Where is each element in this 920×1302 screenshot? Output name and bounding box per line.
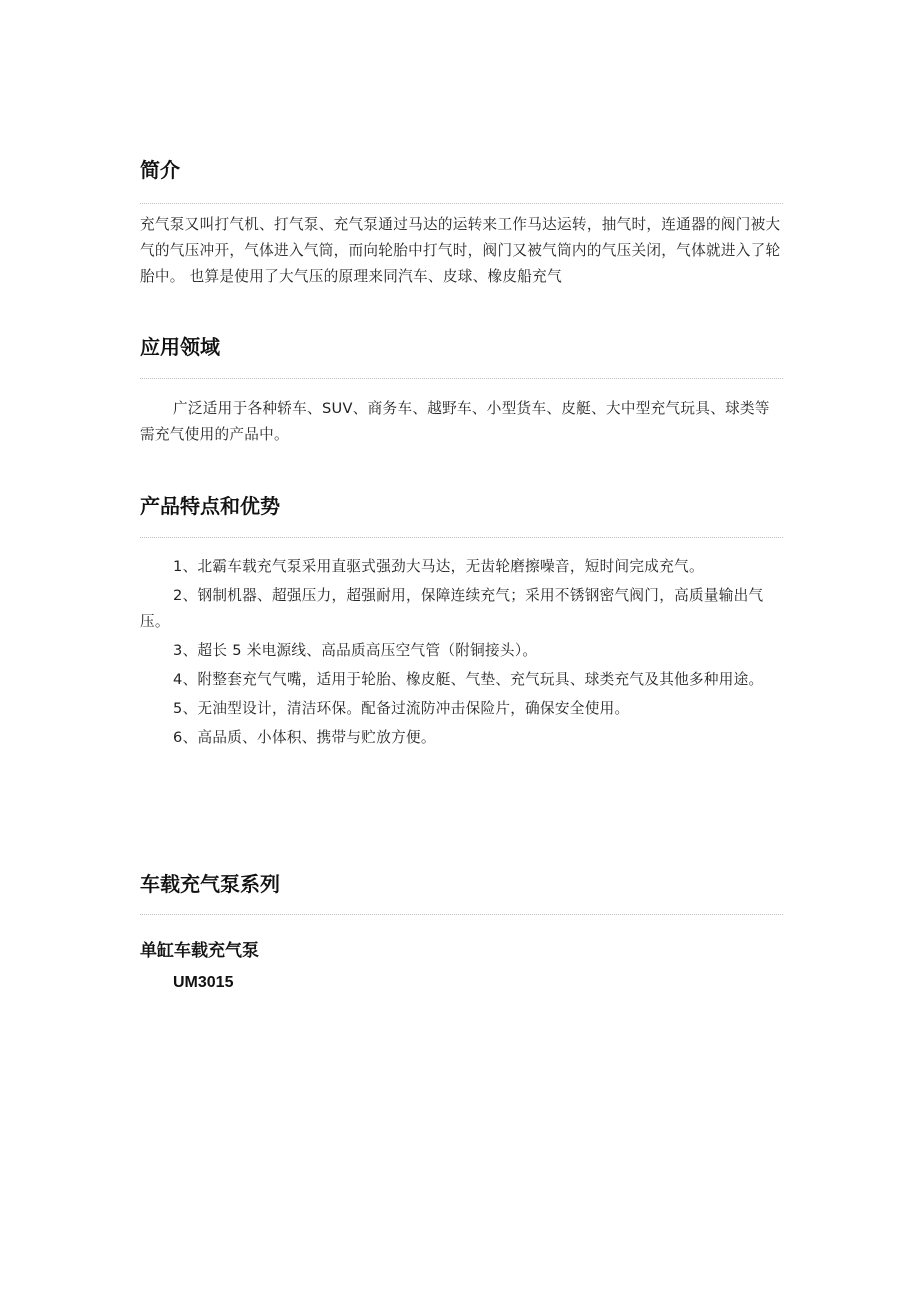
series-subtitle: 单缸车载充气泵 <box>140 941 259 961</box>
divider <box>140 914 783 915</box>
divider <box>140 378 783 379</box>
feature-item: 3、超长 5 米电源线、高品质高压空气管（附铜接头）。 <box>173 642 538 659</box>
model-number: UM3015 <box>173 974 234 991</box>
section-title-features: 产品特点和优势 <box>140 494 280 518</box>
feature-item: 6、高品质、小体积、携带与贮放方便。 <box>173 729 436 746</box>
feature-item: 4、附整套充气气嘴，适用于轮胎、橡皮艇、气垫、充气玩具、球类充气及其他多种用途。 <box>173 671 764 688</box>
divider <box>140 203 783 204</box>
feature-item: 5、无油型设计，清洁环保。配备过流防冲击保险片，确保安全使用。 <box>173 700 630 717</box>
section-title-applications: 应用领域 <box>140 335 220 359</box>
divider <box>140 537 783 538</box>
section-title-series: 车载充气泵系列 <box>140 872 280 896</box>
feature-item: 1、北霸车载充气泵采用直驱式强劲大马达，无齿轮磨擦噪音，短时间完成充气。 <box>173 558 704 575</box>
feature-item: 2、钢制机器、超强压力，超强耐用，保障连续充气；采用不锈钢密气阀门，高质量输出气压。 <box>140 587 764 630</box>
section-title-intro: 简介 <box>140 158 180 182</box>
applications-paragraph: 广泛适用于各种轿车、SUV、商务车、越野车、小型货车、皮艇、大中型充气玩具、球类等需充气使用的产品中。 <box>140 400 770 443</box>
features-list <box>140 554 783 754</box>
intro-paragraph: 充气泵又叫打气机、打气泵、充气泵通过马达的运转来工作马达运转，抽气时，连通器的阀门被大气的气压冲开，气体进入气筒，而向轮胎中打气时，阀门又被气筒内的气压关闭，气体就进入了轮胎中。 也算是使用了大气压的原理来同汽车、皮球、橡皮船充气 <box>140 216 781 285</box>
